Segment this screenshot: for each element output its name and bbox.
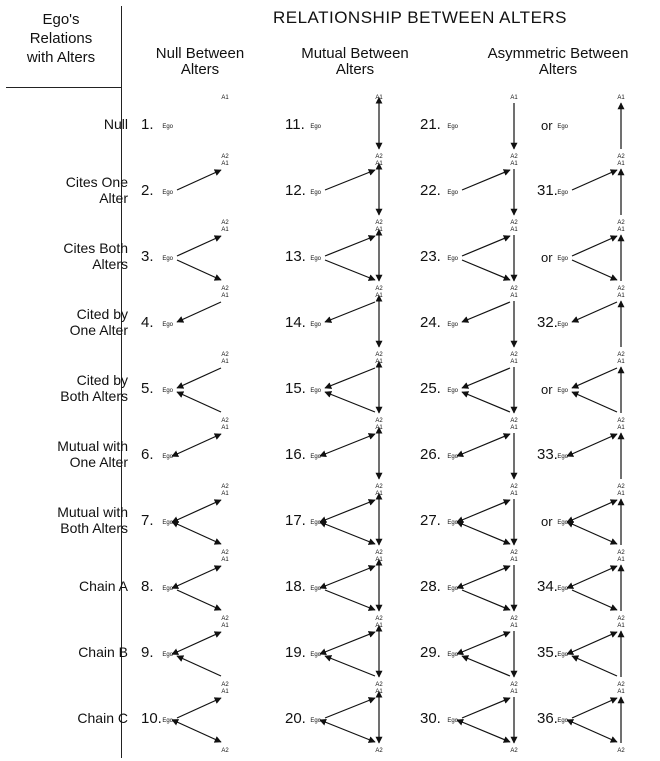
alter2-node-label: A2 bbox=[375, 352, 383, 358]
or-word: or bbox=[541, 514, 553, 529]
ego-a1-mutual-arrow bbox=[325, 434, 375, 454]
a1-to-ego-arrow bbox=[572, 302, 617, 322]
a2-to-ego-arrow bbox=[177, 392, 221, 412]
alter1-node-label: A1 bbox=[221, 359, 229, 365]
ego-node-label: Ego bbox=[162, 520, 173, 526]
alter1-node-label: A1 bbox=[375, 689, 383, 695]
diagram-number: 1. bbox=[141, 116, 154, 133]
ego-node-label: Ego bbox=[162, 454, 173, 460]
alter2-node-label: A2 bbox=[617, 682, 625, 688]
ego-node-label: Ego bbox=[557, 652, 568, 658]
alter1-node-label: A1 bbox=[221, 161, 229, 167]
alter2-node-label: A2 bbox=[617, 154, 625, 160]
ego-to-a2-arrow bbox=[325, 590, 375, 610]
row-label-line: One Alter bbox=[69, 322, 128, 338]
alter1-node-label: A1 bbox=[221, 491, 229, 497]
column-header-line: Mutual Between bbox=[301, 45, 409, 62]
diagram-number: 3. bbox=[141, 248, 154, 265]
alter1-node-label: A1 bbox=[617, 689, 625, 695]
ego-a1-mutual-arrow bbox=[325, 500, 375, 520]
ego-a1-mutual-arrow bbox=[462, 434, 510, 454]
diagram-number: 11. bbox=[285, 116, 305, 133]
ego-node-label: Ego bbox=[447, 124, 458, 130]
ego-node-label: Ego bbox=[162, 256, 173, 262]
row-label-line: Alters bbox=[92, 256, 128, 272]
ego-node-label: Ego bbox=[310, 388, 321, 394]
row-label-line: One Alter bbox=[69, 454, 128, 470]
a1-to-ego-arrow bbox=[325, 302, 375, 322]
ego-a2-mutual-arrow bbox=[572, 722, 617, 742]
column-header-line: Alters bbox=[335, 61, 375, 78]
alter1-node-label: A1 bbox=[617, 491, 625, 497]
ego-to-a1-arrow bbox=[572, 698, 617, 718]
column-header-line: Alters bbox=[180, 61, 220, 78]
ego-node-label: Ego bbox=[557, 322, 568, 328]
diagram-number: 33. bbox=[537, 446, 558, 463]
ego-a1-mutual-arrow bbox=[325, 632, 375, 652]
a2-to-ego-arrow bbox=[177, 656, 221, 676]
column-header-line: Asymmetric Between bbox=[487, 45, 629, 62]
or-word: or bbox=[541, 250, 553, 265]
ego-a1-mutual-arrow bbox=[572, 566, 617, 586]
alter1-node-label: A1 bbox=[510, 623, 518, 629]
alter1-node-label: A1 bbox=[221, 623, 229, 629]
a1-to-ego-arrow bbox=[572, 368, 617, 388]
alter2-node-label: A2 bbox=[221, 748, 229, 754]
ego-to-a2-arrow bbox=[462, 260, 510, 280]
ego-a2-mutual-arrow bbox=[177, 722, 221, 742]
alter1-node-label: A1 bbox=[375, 425, 383, 431]
ego-node-label: Ego bbox=[162, 652, 173, 658]
ego-node-label: Ego bbox=[310, 190, 321, 196]
diagram-number: 6. bbox=[141, 446, 154, 463]
ego-a1-mutual-arrow bbox=[177, 566, 221, 586]
diagram-number: 13. bbox=[285, 248, 306, 265]
a1-to-ego-arrow bbox=[462, 368, 510, 388]
alter1-node-label: A1 bbox=[617, 161, 625, 167]
ego-a1-mutual-arrow bbox=[572, 434, 617, 454]
ego-node-label: Ego bbox=[310, 454, 321, 460]
diagram-number: 35. bbox=[537, 644, 558, 661]
alter1-node-label: A1 bbox=[510, 491, 518, 497]
a2-to-ego-arrow bbox=[325, 656, 375, 676]
diagram-number: 24. bbox=[420, 314, 441, 331]
ego-node-label: Ego bbox=[162, 322, 173, 328]
diagram-number: 22. bbox=[420, 182, 441, 199]
alter1-node-label: A1 bbox=[510, 95, 518, 101]
alter2-node-label: A2 bbox=[617, 286, 625, 292]
alter2-node-label: A2 bbox=[221, 418, 229, 424]
alter1-node-label: A1 bbox=[375, 161, 383, 167]
ego-to-a2-arrow bbox=[572, 260, 617, 280]
ego-to-a1-arrow bbox=[462, 236, 510, 256]
ego-a2-mutual-arrow bbox=[325, 722, 375, 742]
alter1-node-label: A1 bbox=[617, 557, 625, 563]
diagram-number: 2. bbox=[141, 182, 154, 199]
alter2-node-label: A2 bbox=[375, 286, 383, 292]
alter2-node-label: A2 bbox=[617, 484, 625, 490]
alter2-node-label: A2 bbox=[221, 616, 229, 622]
alter1-node-label: A1 bbox=[510, 293, 518, 299]
diagram-number: 19. bbox=[285, 644, 306, 661]
a1-to-ego-arrow bbox=[177, 302, 221, 322]
a1-to-ego-arrow bbox=[462, 302, 510, 322]
row-label-line: Mutual with bbox=[57, 504, 128, 520]
a2-to-ego-arrow bbox=[462, 656, 510, 676]
alter2-node-label: A2 bbox=[510, 418, 518, 424]
alter2-node-label: A2 bbox=[221, 154, 229, 160]
ego-node-label: Ego bbox=[310, 322, 321, 328]
a2-to-ego-arrow bbox=[462, 392, 510, 412]
alter2-node-label: A2 bbox=[375, 550, 383, 556]
alter1-node-label: A1 bbox=[617, 95, 625, 101]
alter1-node-label: A1 bbox=[510, 557, 518, 563]
ego-node-label: Ego bbox=[557, 586, 568, 592]
diagram-number: 20. bbox=[285, 710, 306, 727]
row-label-line: Alter bbox=[99, 190, 128, 206]
ego-node-label: Ego bbox=[310, 124, 321, 130]
row-label-line: Chain A bbox=[78, 578, 128, 594]
alter2-node-label: A2 bbox=[375, 748, 383, 754]
ego-node-label: Ego bbox=[162, 190, 173, 196]
diagram-number: 15. bbox=[285, 380, 306, 397]
alter1-node-label: A1 bbox=[617, 359, 625, 365]
ego-to-a2-arrow bbox=[572, 590, 617, 610]
alter1-node-label: A1 bbox=[221, 293, 229, 299]
diagram-number: 4. bbox=[141, 314, 154, 331]
diagram-number: 17. bbox=[285, 512, 306, 529]
ego-to-a1-arrow bbox=[325, 236, 375, 256]
a2-to-ego-arrow bbox=[572, 656, 617, 676]
ego-a1-mutual-arrow bbox=[462, 632, 510, 652]
ego-node-label: Ego bbox=[447, 322, 458, 328]
alter2-node-label: A2 bbox=[510, 154, 518, 160]
ego-node-label: Ego bbox=[447, 190, 458, 196]
alter1-node-label: A1 bbox=[510, 161, 518, 167]
ego-node-label: Ego bbox=[310, 652, 321, 658]
or-word: or bbox=[541, 382, 553, 397]
diagram-number: 14. bbox=[285, 314, 306, 331]
ego-header-line: Relations bbox=[29, 30, 93, 47]
alter1-node-label: A1 bbox=[510, 359, 518, 365]
ego-node-label: Ego bbox=[447, 256, 458, 262]
diagram-number: 28. bbox=[420, 578, 441, 595]
diagram-number: 26. bbox=[420, 446, 441, 463]
alter1-node-label: A1 bbox=[375, 95, 383, 101]
alter1-node-label: A1 bbox=[221, 425, 229, 431]
ego-to-a1-arrow bbox=[177, 698, 221, 718]
ego-node-label: Ego bbox=[557, 454, 568, 460]
diagram-number: 12. bbox=[285, 182, 306, 199]
ego-node-label: Ego bbox=[447, 586, 458, 592]
ego-node-label: Ego bbox=[557, 124, 568, 130]
ego-to-a2-arrow bbox=[325, 260, 375, 280]
ego-a1-mutual-arrow bbox=[462, 566, 510, 586]
diagram-number: 32. bbox=[537, 314, 558, 331]
ego-to-a1-arrow bbox=[572, 236, 617, 256]
alter2-node-label: A2 bbox=[221, 550, 229, 556]
diagram-number: 29. bbox=[420, 644, 441, 661]
alter2-node-label: A2 bbox=[221, 352, 229, 358]
alter2-node-label: A2 bbox=[510, 550, 518, 556]
ego-to-a2-arrow bbox=[177, 590, 221, 610]
alter2-node-label: A2 bbox=[617, 352, 625, 358]
diagram-number: 5. bbox=[141, 380, 154, 397]
alter2-node-label: A2 bbox=[375, 682, 383, 688]
diagram-number: 9. bbox=[141, 644, 154, 661]
alter2-node-label: A2 bbox=[375, 418, 383, 424]
ego-node-label: Ego bbox=[557, 388, 568, 394]
alter2-node-label: A2 bbox=[510, 616, 518, 622]
diagram-number: 21. bbox=[420, 116, 441, 133]
alter2-node-label: A2 bbox=[617, 550, 625, 556]
diagram-number: 10. bbox=[141, 710, 162, 727]
ego-node-label: Ego bbox=[557, 256, 568, 262]
alter1-node-label: A1 bbox=[510, 425, 518, 431]
ego-to-a1-arrow bbox=[572, 170, 617, 190]
alter1-node-label: A1 bbox=[221, 227, 229, 233]
ego-node-label: Ego bbox=[447, 520, 458, 526]
diagram-number: 36. bbox=[537, 710, 558, 727]
diagram-number: 31. bbox=[537, 182, 558, 199]
diagram-number: 25. bbox=[420, 380, 441, 397]
alter1-node-label: A1 bbox=[510, 689, 518, 695]
alter2-node-label: A2 bbox=[221, 484, 229, 490]
ego-to-a2-arrow bbox=[177, 260, 221, 280]
ego-to-a1-arrow bbox=[325, 170, 375, 190]
ego-header-line: Ego's bbox=[42, 11, 80, 28]
diagram-number: 30. bbox=[420, 710, 441, 727]
alter1-node-label: A1 bbox=[617, 227, 625, 233]
ego-a1-mutual-arrow bbox=[462, 500, 510, 520]
ego-a2-mutual-arrow bbox=[462, 524, 510, 544]
alter2-node-label: A2 bbox=[375, 616, 383, 622]
alter1-node-label: A1 bbox=[617, 425, 625, 431]
ego-to-a1-arrow bbox=[462, 170, 510, 190]
alter1-node-label: A1 bbox=[375, 623, 383, 629]
diagram-number: 23. bbox=[420, 248, 441, 265]
alter1-node-label: A1 bbox=[617, 623, 625, 629]
alter2-node-label: A2 bbox=[617, 220, 625, 226]
alter2-node-label: A2 bbox=[510, 220, 518, 226]
alter2-node-label: A2 bbox=[375, 220, 383, 226]
row-label-line: Both Alters bbox=[60, 388, 128, 404]
ego-to-a2-arrow bbox=[462, 590, 510, 610]
alter1-node-label: A1 bbox=[221, 689, 229, 695]
ego-header-line: with Alters bbox=[26, 49, 96, 66]
alter2-node-label: A2 bbox=[510, 748, 518, 754]
ego-a2-mutual-arrow bbox=[177, 524, 221, 544]
ego-node-label: Ego bbox=[162, 586, 173, 592]
diagram-number: 27. bbox=[420, 512, 441, 529]
ego-to-a1-arrow bbox=[177, 170, 221, 190]
ego-node-label: Ego bbox=[310, 586, 321, 592]
row-label-line: Cited by bbox=[76, 372, 128, 388]
alter1-node-label: A1 bbox=[375, 491, 383, 497]
diagram-number: 18. bbox=[285, 578, 306, 595]
ego-a2-mutual-arrow bbox=[462, 722, 510, 742]
ego-a1-mutual-arrow bbox=[177, 434, 221, 454]
diagram-number: 34. bbox=[537, 578, 558, 595]
alter2-node-label: A2 bbox=[617, 748, 625, 754]
alter1-node-label: A1 bbox=[375, 557, 383, 563]
alter2-node-label: A2 bbox=[617, 418, 625, 424]
ego-a2-mutual-arrow bbox=[325, 524, 375, 544]
diagram-number: 8. bbox=[141, 578, 154, 595]
ego-a1-mutual-arrow bbox=[572, 632, 617, 652]
alter1-node-label: A1 bbox=[221, 95, 229, 101]
alter1-node-label: A1 bbox=[375, 359, 383, 365]
alter1-node-label: A1 bbox=[375, 293, 383, 299]
ego-a1-mutual-arrow bbox=[325, 566, 375, 586]
diagram-number: 7. bbox=[141, 512, 154, 529]
ego-node-label: Ego bbox=[447, 388, 458, 394]
alter1-node-label: A1 bbox=[375, 227, 383, 233]
row-label-line: Mutual with bbox=[57, 438, 128, 454]
row-label-line: Chain B bbox=[78, 644, 128, 660]
main-title: RELATIONSHIP BETWEEN ALTERS bbox=[272, 8, 568, 27]
alter1-node-label: A1 bbox=[510, 227, 518, 233]
ego-a1-mutual-arrow bbox=[177, 632, 221, 652]
alter2-node-label: A2 bbox=[510, 484, 518, 490]
ego-node-label: Ego bbox=[162, 124, 173, 130]
alter2-node-label: A2 bbox=[375, 154, 383, 160]
row-label-line: Null bbox=[103, 116, 128, 132]
ego-node-label: Ego bbox=[557, 718, 568, 724]
ego-node-label: Ego bbox=[557, 520, 568, 526]
alter2-node-label: A2 bbox=[510, 682, 518, 688]
row-label-line: Cited by bbox=[76, 306, 128, 322]
a1-to-ego-arrow bbox=[325, 368, 375, 388]
alter2-node-label: A2 bbox=[221, 682, 229, 688]
row-label-line: Cites Both bbox=[63, 240, 128, 256]
ego-to-a1-arrow bbox=[177, 236, 221, 256]
alter2-node-label: A2 bbox=[510, 286, 518, 292]
row-label-line: Both Alters bbox=[60, 520, 128, 536]
ego-node-label: Ego bbox=[310, 256, 321, 262]
or-word: or bbox=[541, 118, 553, 133]
column-header-line: Null Between bbox=[155, 45, 245, 62]
ego-node-label: Ego bbox=[447, 718, 458, 724]
column-header-line: Alters bbox=[538, 61, 578, 78]
a1-to-ego-arrow bbox=[177, 368, 221, 388]
ego-node-label: Ego bbox=[162, 718, 173, 724]
ego-node-label: Ego bbox=[557, 190, 568, 196]
diagram-number: 16. bbox=[285, 446, 306, 463]
a2-to-ego-arrow bbox=[572, 392, 617, 412]
ego-to-a1-arrow bbox=[325, 698, 375, 718]
ego-node-label: Ego bbox=[310, 520, 321, 526]
ego-node-label: Ego bbox=[162, 388, 173, 394]
alter2-node-label: A2 bbox=[510, 352, 518, 358]
alter2-node-label: A2 bbox=[617, 616, 625, 622]
alter2-node-label: A2 bbox=[221, 220, 229, 226]
a2-to-ego-arrow bbox=[325, 392, 375, 412]
row-label-line: Cites One bbox=[65, 174, 128, 190]
row-label-line: Chain C bbox=[77, 710, 128, 726]
alter1-node-label: A1 bbox=[221, 557, 229, 563]
ego-a2-mutual-arrow bbox=[572, 524, 617, 544]
alter1-node-label: A1 bbox=[617, 293, 625, 299]
ego-to-a1-arrow bbox=[462, 698, 510, 718]
ego-node-label: Ego bbox=[447, 454, 458, 460]
alter2-node-label: A2 bbox=[375, 484, 383, 490]
ego-a1-mutual-arrow bbox=[572, 500, 617, 520]
ego-node-label: Ego bbox=[447, 652, 458, 658]
ego-a1-mutual-arrow bbox=[177, 500, 221, 520]
alter2-node-label: A2 bbox=[221, 286, 229, 292]
ego-node-label: Ego bbox=[310, 718, 321, 724]
